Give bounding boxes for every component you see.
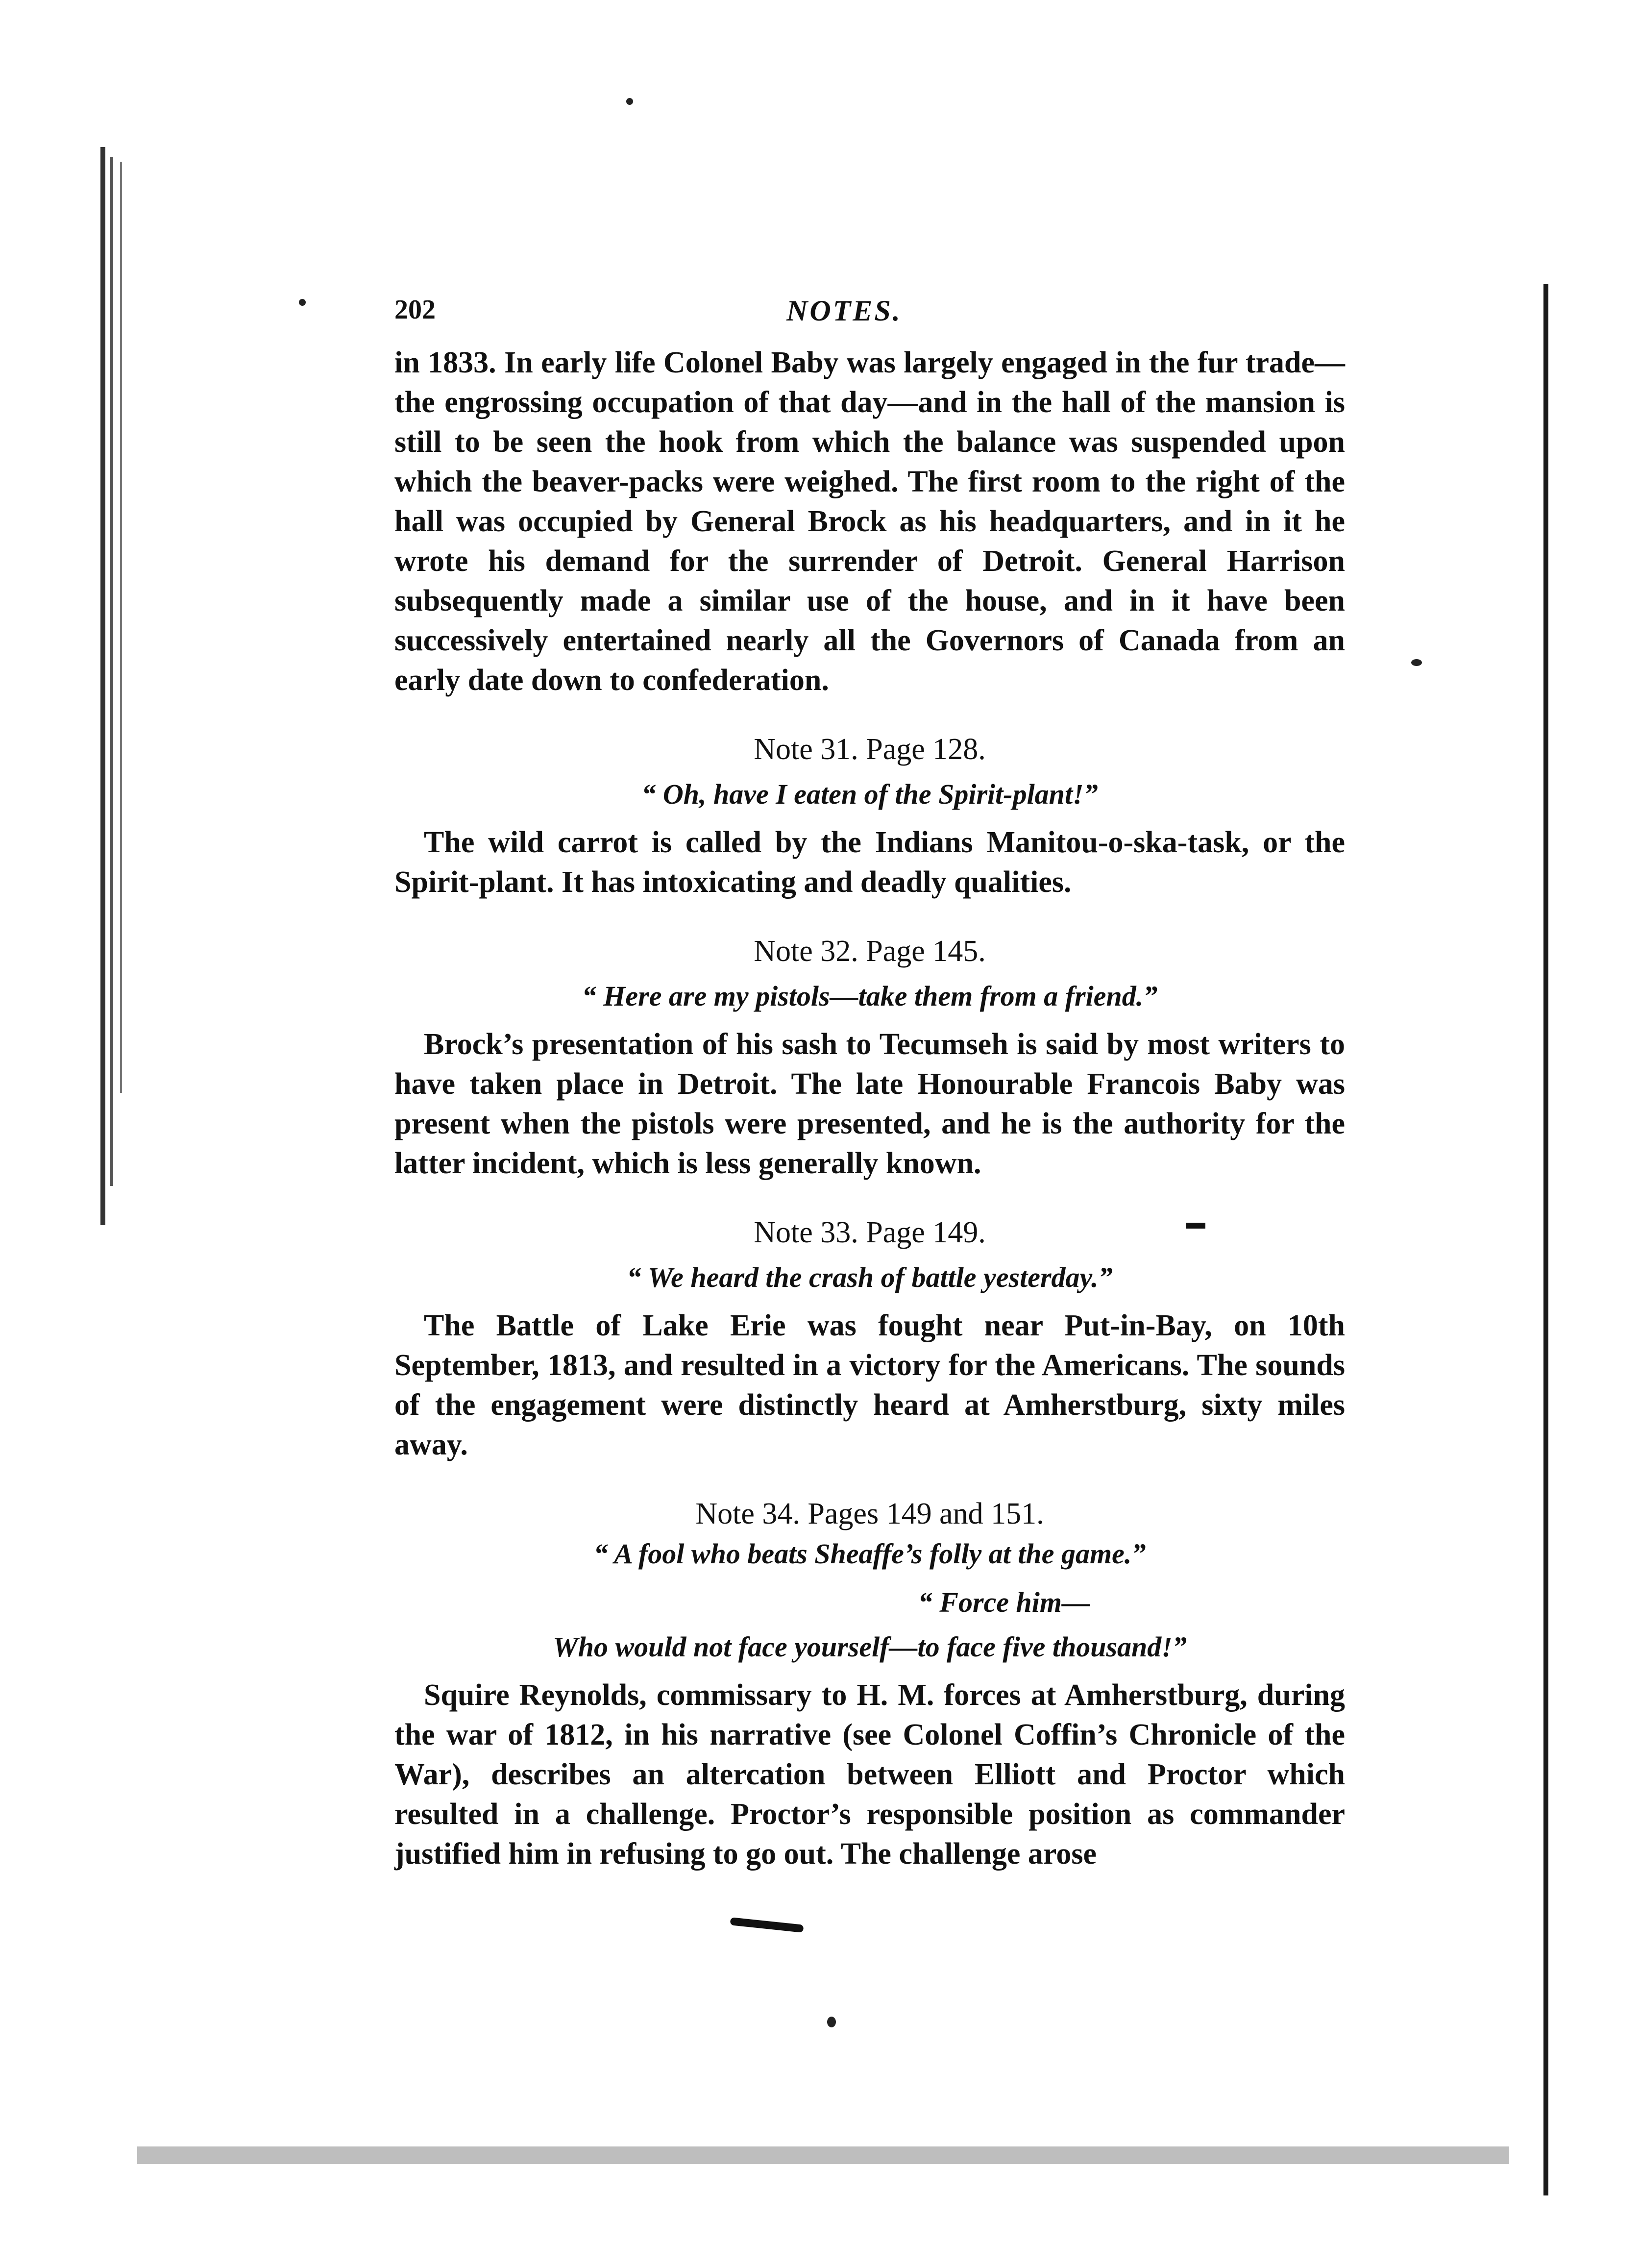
note-body: Brock’s presentation of his sash to Tecumseh is said by most writers to have taken place in Detroit. The late Honourable Francois Baby was present when the pistols were presented, and he is the authority for the latter incident, which is less generally known.	[394, 1028, 1345, 1180]
note-body: Squire Reynolds, commissary to H. M. forces at Amherstburg, during the war of 1812, in his narrative (see Colonel Coffin’s Chronicle of the War), describes an altercation between Elliott and Proctor which resulted in a challenge. Proctor’s responsible position as commander justified him in refusing to go out. The challenge arose	[394, 1678, 1345, 1871]
note-32	[394, 932, 1345, 1183]
note-quote-verse-line-2: Who would not face yourself—to face five thousand!”	[553, 1631, 1187, 1663]
note-heading: Note 31. Page 128.	[754, 733, 986, 766]
page-edge-line-right	[1543, 284, 1548, 2195]
note-quote: “ A fool who beats Sheaffe’s folly at the game.”	[593, 1538, 1146, 1570]
note-heading: Note 32. Page 145.	[754, 935, 986, 968]
note-heading: Note 33. Page 149.	[754, 1216, 986, 1249]
note-quote-verse-line-1: “ Force him—	[918, 1586, 1090, 1618]
note-34	[394, 1494, 1345, 1874]
binding-shadow-left	[100, 147, 105, 1225]
stray-mark	[730, 1917, 804, 1933]
note-quote: “ We heard the crash of battle yesterday.”	[627, 1261, 1113, 1293]
note-33	[394, 1213, 1345, 1465]
note-body: The wild carrot is called by the Indians Manitou-o-ska-task, or the Spirit-plant. It has intoxicating and deadly qualities.	[394, 826, 1345, 899]
binding-shadow-left-3	[120, 162, 122, 1093]
continuation-paragraph: in 1833. In early life Colonel Baby was largely engaged in the fur trade—the engrossing occupation of that day—and in the hall of the mansion is still to be seen the hook from which the balance was suspended upon which the beaver-packs were weighed. The first room to the right of the hall was occupied by General Brock as his headquarters, and in it he wrote his demand for the surrender of Detroit. General Harrison subsequently made a similar use of the house, and in it have been successively entertained nearly all the Governors of Canada from an early date down to confederation.	[394, 346, 1345, 697]
speck	[626, 98, 633, 105]
running-head: NOTES.	[786, 295, 902, 327]
speck	[299, 299, 306, 306]
bottom-scan-noise	[137, 2146, 1509, 2164]
page-number: 202	[394, 295, 436, 325]
speck	[1411, 659, 1422, 666]
speck	[827, 2017, 836, 2027]
page-header	[394, 284, 1345, 343]
note-heading: Note 34. Pages 149 and 151.	[695, 1497, 1044, 1530]
page-text	[394, 284, 1345, 1874]
note-quote: “ Here are my pistols—take them from a friend.”	[582, 980, 1158, 1012]
binding-shadow-left-2	[110, 157, 113, 1186]
note-quote: “ Oh, have I eaten of the Spirit-plant!”	[641, 778, 1098, 810]
note-body: The Battle of Lake Erie was fought near Put-in-Bay, on 10th September, 1813, and resulted in a victory for the Americans. The sounds of the engagement were distinctly heard at Amherstburg, sixty miles away.	[394, 1309, 1345, 1461]
note-31	[394, 730, 1345, 902]
